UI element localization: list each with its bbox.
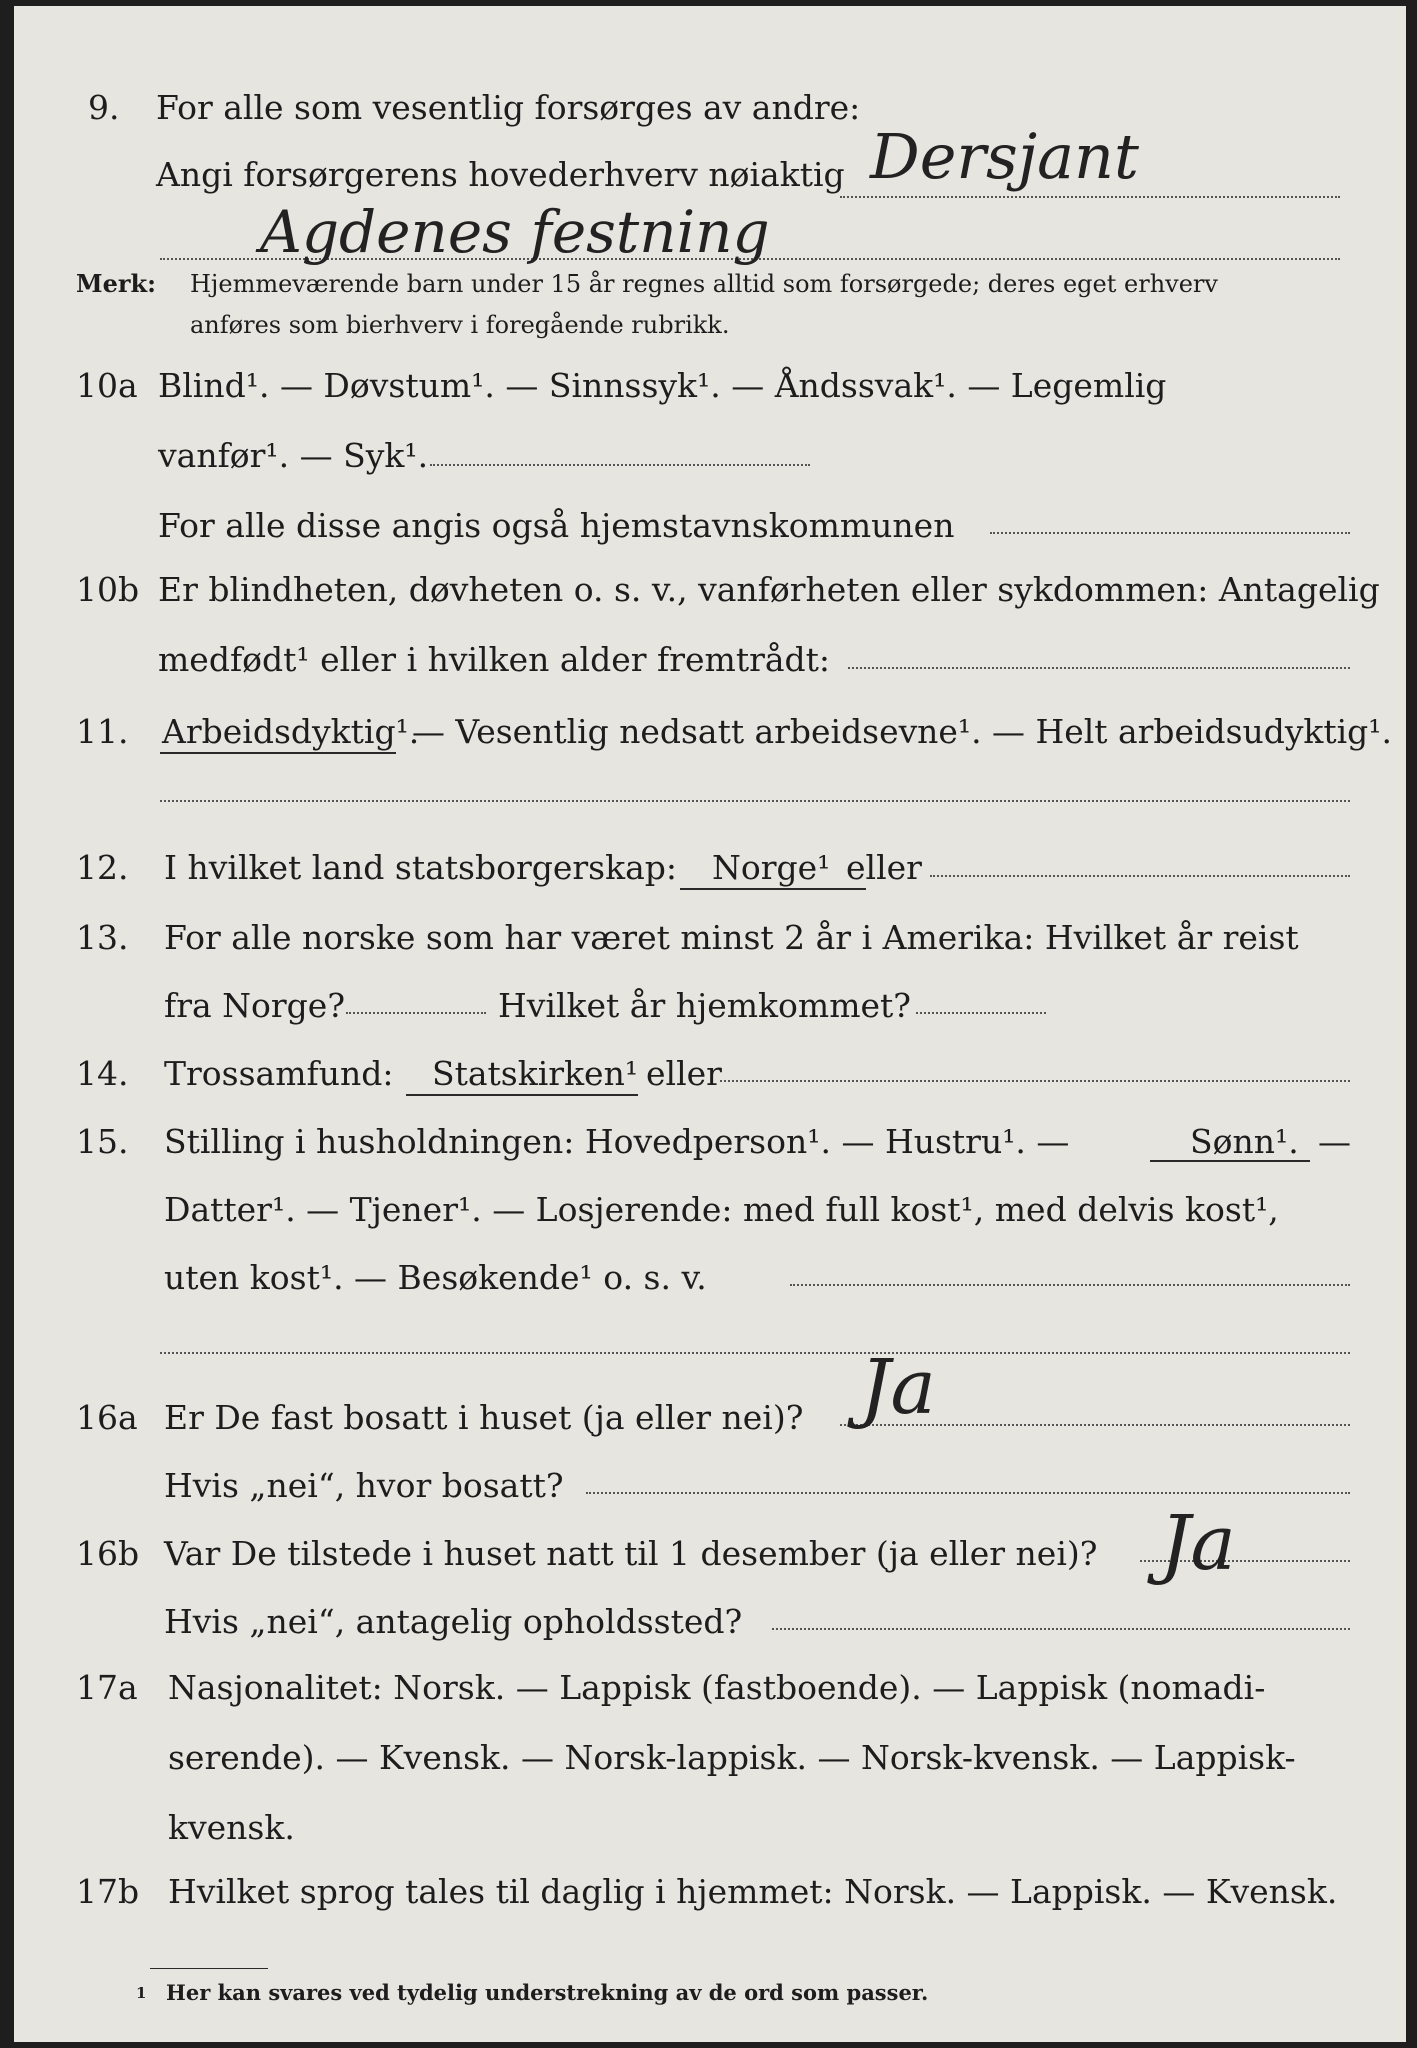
q9-line1: For alle som vesentlig forsørges av andre: — [156, 88, 861, 127]
q17a-line3: kvensk. — [168, 1808, 295, 1847]
q10a-line1: Blind¹. — Døvstum¹. — Sinnssyk¹. — Åndssvak¹. — Legemlig — [158, 366, 1167, 405]
q16b-answer-handwriting[interactable]: Ja — [1160, 1498, 1236, 1587]
q10b-line1: Er blindheten, døvheten o. s. v., vanførheten eller sykdommen: Antagelig — [158, 570, 1380, 609]
q11-answer-line — [160, 800, 1350, 802]
q16b-number: 16b — [76, 1534, 140, 1573]
q12-number: 12. — [76, 848, 129, 887]
q10b-answer-line — [848, 667, 1350, 669]
q10a-kommune-line — [990, 532, 1350, 534]
q9-answer-line-1 — [840, 196, 1340, 198]
q17a-line1: Nasjonalitet: Norsk. — Lappisk (fastboende). — Lappisk (nomadi- — [168, 1668, 1266, 1707]
q16a-line2: Hvis „nei“, hvor bosatt? — [164, 1466, 564, 1505]
q14-tail: eller — [646, 1054, 722, 1093]
q16b-line2: Hvis „nei“, antagelig opholdssted? — [164, 1602, 743, 1641]
q11-underline-mark — [160, 752, 396, 754]
q15-opt-sonn[interactable]: Sønn¹. — [1190, 1122, 1299, 1161]
q13-number: 13. — [76, 918, 129, 957]
q15-line3: uten kost¹. — Besøkende¹ o. s. v. — [164, 1258, 707, 1297]
q16a-number: 16a — [76, 1398, 138, 1437]
q9-answer1-handwriting[interactable]: Dersjant — [870, 120, 1139, 193]
footnote-rule — [150, 1968, 268, 1969]
q12-underline-mark — [680, 888, 866, 890]
q13-line2b: Hvilket år hjemkommet? — [498, 986, 911, 1025]
q13-line2a: fra Norge? — [164, 986, 346, 1025]
q16a-line1: Er De fast bosatt i huset (ja eller nei)? — [164, 1398, 804, 1437]
q10a-syk-line — [430, 464, 810, 466]
q16b-opholdssted-line — [772, 1628, 1350, 1630]
q9-answer2-handwriting[interactable]: Agdenes festning — [260, 198, 770, 266]
footnote-text: Her kan svares ved tydelig understrekning av de ord som passer. — [166, 1980, 929, 2005]
q14-answer-line — [720, 1080, 1350, 1082]
q15-answer-line-1 — [790, 1284, 1350, 1286]
q12-opt-norge[interactable]: Norge¹ — [712, 848, 831, 887]
q17b-number: 17b — [76, 1872, 140, 1911]
q16b-line1: Var De tilstede i huset natt til 1 desember (ja eller nei)? — [164, 1534, 1098, 1573]
q13-hjemkommet-line — [916, 1012, 1046, 1014]
q17a-line2: serende). — Kvensk. — Norsk-lappisk. — Norsk-kvensk. — Lappisk- — [168, 1738, 1296, 1777]
merk-line2: anføres som bierhverv i foregående rubrikk. — [190, 311, 730, 339]
q17a-number: 17a — [76, 1668, 138, 1707]
q15-number: 15. — [76, 1122, 129, 1161]
merk-label: Merk: — [76, 269, 156, 298]
q10a-line3: For alle disse angis også hjemstavnskommunen — [158, 506, 955, 545]
q14-number: 14. — [76, 1054, 129, 1093]
q17b-line1: Hvilket sprog tales til daglig i hjemmet: Norsk. — Lappisk. — Kvensk. — [168, 1872, 1338, 1911]
q13-reist-line — [346, 1012, 486, 1014]
q15-line1a: Stilling i husholdningen: Hovedperson¹. — Hustru¹. — — [164, 1122, 1070, 1161]
q14-underline-mark — [406, 1094, 638, 1096]
q15-underline-mark — [1150, 1160, 1310, 1162]
q15-line2: Datter¹. — Tjener¹. — Losjerende: med full kost¹, med delvis kost¹, — [164, 1190, 1279, 1229]
footnote-mark: 1 — [136, 1984, 147, 2002]
q11-rest: — Vesentlig nedsatt arbeidsevne¹. — Helt arbeidsudyktig¹. — [412, 712, 1392, 751]
q13-line1: For alle norske som har været minst 2 år i Amerika: Hvilket år reist — [164, 918, 1299, 957]
q9-number: 9. — [88, 88, 120, 127]
q16a-bosatt-line — [586, 1492, 1350, 1494]
q10a-number: 10a — [76, 366, 138, 405]
q10b-number: 10b — [76, 570, 140, 609]
q15-answer-line-2 — [160, 1352, 1350, 1354]
q9-line2: Angi forsørgerens hovederhverv nøiaktig — [156, 155, 845, 194]
q12-answer-line — [930, 875, 1350, 877]
q11-number: 11. — [76, 712, 129, 751]
q12-text: I hvilket land statsborgerskap: — [164, 848, 678, 887]
q10b-line2: medfødt¹ eller i hvilken alder fremtrådt: — [158, 640, 831, 679]
q14-opt-statskirken[interactable]: Statskirken¹ — [432, 1054, 639, 1093]
q11-opt-arbeidsdyktig[interactable]: Arbeidsdyktig¹. — [162, 712, 420, 751]
merk-line1: Hjemmeværende barn under 15 år regnes alltid som forsørgede; deres eget erhverv — [190, 270, 1218, 298]
q14-text: Trossamfund: — [164, 1054, 394, 1093]
q10a-line2: vanfør¹. — Syk¹. — [158, 436, 429, 475]
q15-line1b: — — [1318, 1122, 1351, 1161]
q16a-answer-handwriting[interactable]: Ja — [860, 1342, 936, 1431]
q12-tail: eller — [846, 848, 922, 887]
